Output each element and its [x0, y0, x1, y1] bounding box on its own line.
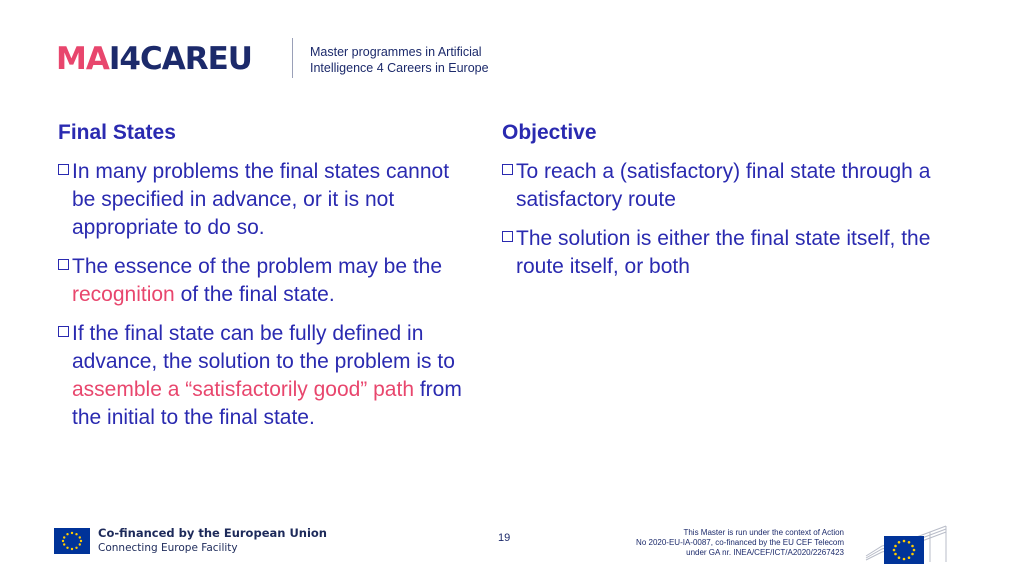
checkbox-bullet-icon — [502, 164, 513, 175]
european-commission-logo-icon — [862, 522, 960, 564]
cofinanced-text: Co-financed by the European Union Connecting Europe Facility — [98, 526, 327, 554]
bullet-item: In many problems the final states cannot be specified in advance, or it is not appropriate to do so. — [58, 158, 478, 242]
final-states-heading: Final States — [58, 121, 176, 144]
tagline: Master programmes in Artificial Intelligence 4 Careers in Europe — [310, 45, 489, 75]
bullet-item: To reach a (satisfactory) final state through a satisfactory route — [502, 158, 972, 214]
bullet-item: The essence of the problem may be the recognition of the final state. — [58, 253, 478, 309]
eu-flag-icon — [54, 528, 90, 554]
bullet-item: The solution is either the final state itself, the route itself, or both — [502, 225, 972, 281]
objective-heading: Objective — [502, 121, 597, 144]
highlight-path: assemble a “satisfactorily good” path — [72, 378, 414, 401]
checkbox-bullet-icon — [58, 259, 69, 270]
checkbox-bullet-icon — [502, 231, 513, 242]
page-number: 19 — [498, 532, 511, 544]
logo-divider — [292, 38, 293, 78]
funding-note: This Master is run under the context of Action No 2020-EU-IA-0087, co-financed by the EU CEF Telecom under GA nr. INEA/CEF/ICT/A2020/2267423 — [636, 528, 844, 557]
mai4careu-logo: MAI4CAREU — [56, 41, 252, 77]
checkbox-bullet-icon — [58, 326, 69, 337]
checkbox-bullet-icon — [58, 164, 69, 175]
objective-column — [502, 120, 972, 292]
final-states-column — [58, 120, 478, 443]
highlight-recognition: recognition — [72, 283, 175, 306]
footer — [0, 522, 1024, 576]
bullet-item: If the final state can be fully defined in advance, the solution to the problem is to assemble a “satisfactorily good” path from the initial to the final state. — [58, 320, 478, 432]
